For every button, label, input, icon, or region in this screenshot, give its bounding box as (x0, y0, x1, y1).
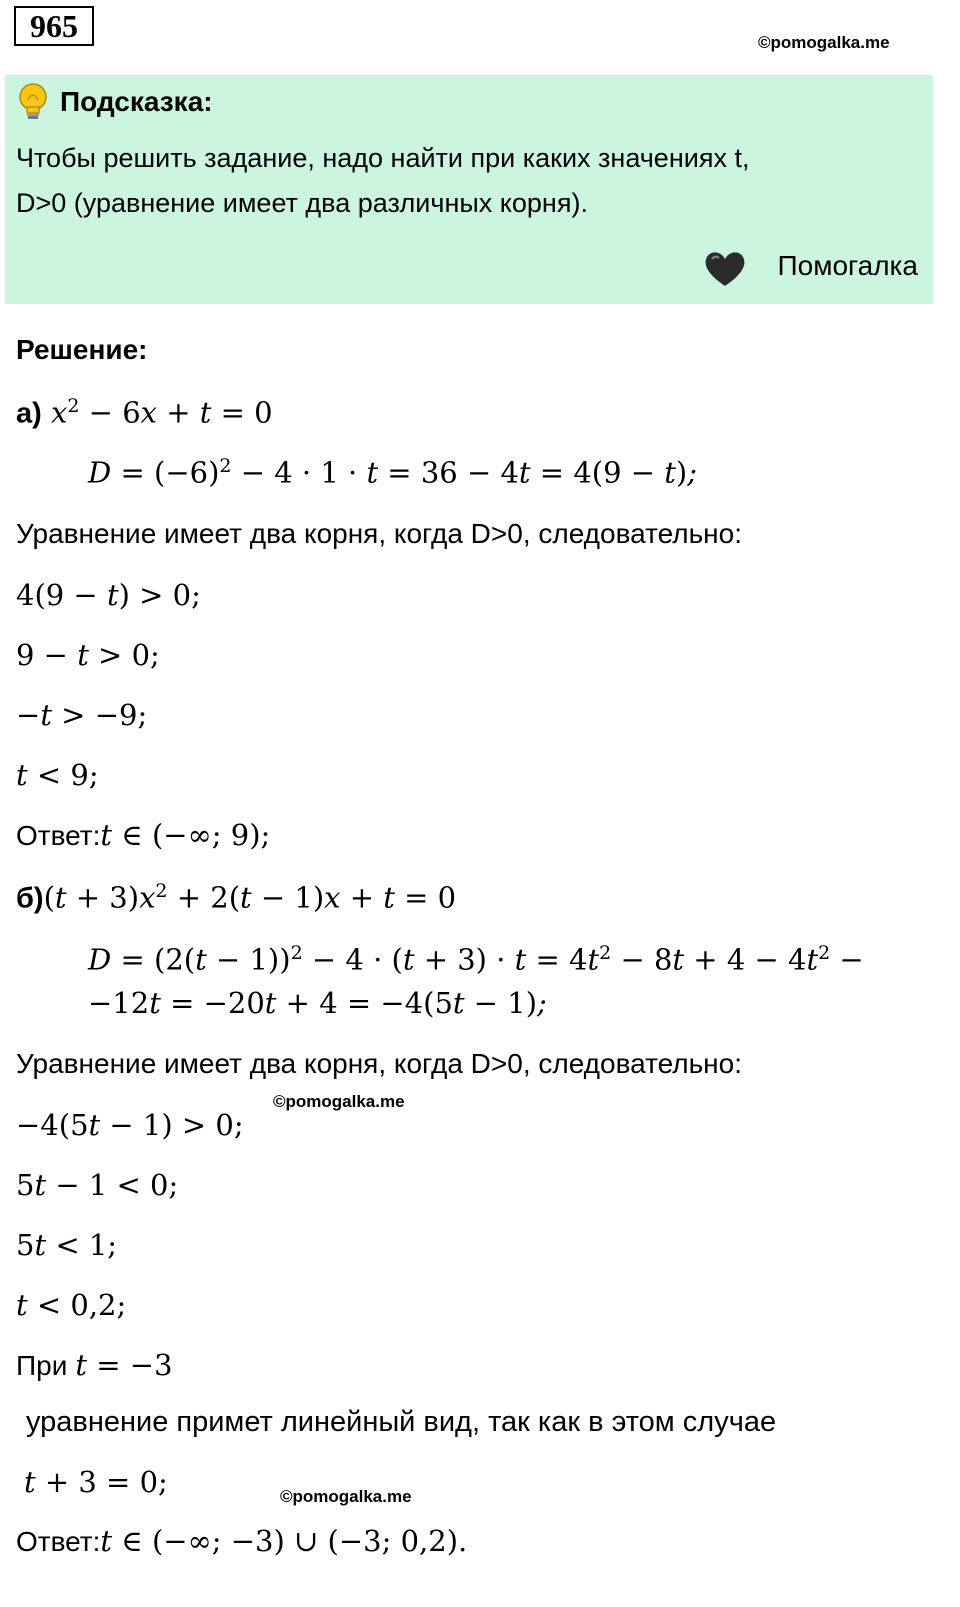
step-b-3: 5t < 1; (16, 1228, 118, 1262)
watermark-middle: ©pomogalka.me (273, 1092, 405, 1111)
brand-name: Помогалка (777, 250, 918, 281)
watermark-top: ©pomogalka.me (758, 33, 890, 52)
step-b-2: 5t − 1 < 0; (16, 1168, 179, 1202)
linear-condition: t + 3 = 0; (24, 1465, 168, 1499)
step-a-3: −t > −9; (16, 698, 148, 732)
discriminant-a: $D = (-6)^2 - 4 \cdot 1 \cdot t = 36 - 4t = 4(9 - t)$; (88, 455, 698, 490)
hint-title: Подсказка: (60, 86, 213, 117)
answer-a: Ответ:t ∈ (−∞; 9); (16, 818, 271, 852)
answer-b-label: Ответ: (16, 1526, 101, 1557)
answer-b: Ответ:t ∈ (−∞; −3) ∪ (−3; 0,2). (16, 1524, 468, 1558)
part-b-label: б) (16, 882, 44, 915)
condition-text-a: Уравнение имеет два корня, когда D>0, следовательно: (16, 518, 742, 549)
linear-note: уравнение примет линейный вид, так как в этом случае (26, 1406, 777, 1438)
case-b: При t = −3 (16, 1348, 173, 1382)
part-a-label: а) (16, 397, 42, 430)
lightbulb-icon (16, 82, 50, 122)
answer-a-label: Ответ: (16, 820, 101, 851)
problem-number: 965 (14, 6, 94, 46)
solution-heading: Решение: (16, 334, 148, 365)
hint-text-line-1: Чтобы решить задание, надо найти при каких значениях t, (16, 143, 750, 173)
discriminant-b-line-1: $D = (2(t - 1))^2 - 4 \cdot (t + 3) \cdot t = 4t^2 - 8t + 4 - 4t^2$ − (88, 942, 864, 977)
step-a-4: t < 9; (16, 758, 99, 792)
case-b-label: При (16, 1350, 68, 1381)
heart-icon (703, 250, 747, 288)
step-b-1: −4(5t − 1) > 0; (16, 1108, 244, 1142)
watermark-bottom: ©pomogalka.me (280, 1487, 412, 1506)
equation-a: а) $x^2 - 6x + t = 0$ (16, 395, 273, 430)
step-b-4: t < 0,2; (16, 1288, 127, 1322)
equation-b: $б)(t + 3)x^2 + 2(t - 1)x + t = 0$ (16, 880, 457, 915)
condition-text-b: Уравнение имеет два корня, когда D>0, следовательно: (16, 1048, 742, 1079)
discriminant-b-line-2: −12t = −20t + 4 = −4(5t − 1); (88, 986, 547, 1020)
step-a-1: 4(9 − t) > 0; (16, 578, 201, 612)
step-a-2: 9 − t > 0; (16, 638, 160, 672)
hint-text-line-2: D>0 (уравнение имеет два различных корня). (16, 188, 588, 218)
